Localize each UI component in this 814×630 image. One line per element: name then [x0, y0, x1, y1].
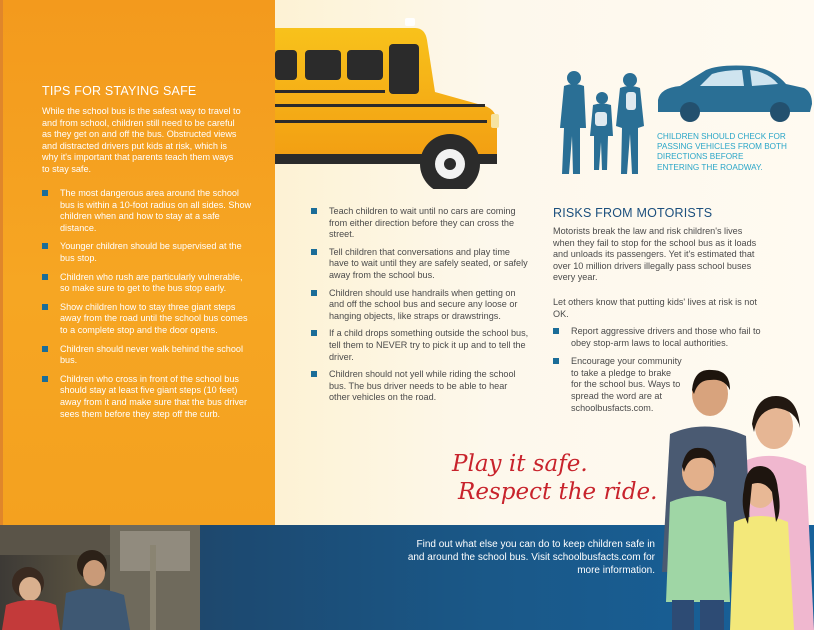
square-bullet-icon	[311, 249, 317, 255]
list-item: Younger children should be supervised at the bus stop.	[42, 241, 252, 264]
list-item: Show children how to stay three giant steps away from the road until the school bus comes to a complete stop and the door opens.	[42, 302, 252, 337]
roadway-caption: CHILDREN SHOULD CHECK FOR PASSING VEHICLES FROM BOTH DIRECTIONS BEFORE ENTERING THE ROADWAY.	[657, 132, 787, 172]
children-boarding-bus-image	[0, 525, 200, 630]
tagline	[452, 450, 657, 506]
list-item: Children should not yell while riding the school bus. The bus driver needs to be able to hear other vehicles on the road.	[311, 369, 529, 404]
risks-title: RISKS FROM MOTORISTS	[553, 206, 713, 220]
square-bullet-icon	[42, 190, 48, 196]
family-silhouette-illustration	[552, 70, 652, 180]
family-photo	[660, 362, 814, 630]
list-item: Tell children that conversations and play time have to wait until they are safely seated, or safely away from the school bus.	[311, 247, 529, 282]
list-item: If a child drops something outside the school bus, tell them to NEVER try to pick it up and to tell the driver.	[311, 328, 529, 363]
square-bullet-icon	[311, 208, 317, 214]
square-bullet-icon	[42, 243, 48, 249]
risks-paragraph-2: Let others know that putting kids' lives at risk is not OK.	[553, 297, 757, 319]
footer-text: Find out what else you can do to keep children safe in and around the school bus. Visit schoolbusfacts.com for more information.	[407, 539, 655, 576]
tagline-line-1: Play it safe.	[452, 451, 588, 477]
tips-list	[42, 188, 252, 427]
risks-paragraph-1: Motorists break the law and risk children's lives when they fail to stop for the school bus as it loads and unloads its passengers. Yet it's estimated that over 10 million drivers illegally pass school buses every year.	[553, 226, 757, 283]
tagline-line-2: Respect the ride.	[458, 479, 658, 505]
list-item: Teach children to wait until no cars are coming from either direction before they can cross the street.	[311, 206, 529, 241]
square-bullet-icon	[553, 328, 559, 334]
list-item: Children who rush are particularly vulnerable, so make sure to get to the bus stop early.	[42, 272, 252, 295]
bus-boarding-photo	[0, 525, 200, 630]
middle-tips-list	[311, 206, 529, 410]
square-bullet-icon	[42, 346, 48, 352]
school-bus-illustration	[275, 14, 505, 189]
list-item: Children who cross in front of the school bus should stay at least five giant steps (10 feet) away from it and make sure that the bus driver sees them before they step off the curb.	[42, 374, 252, 420]
list-item: Children should never walk behind the school bus.	[42, 344, 252, 367]
square-bullet-icon	[311, 371, 317, 377]
car-silhouette-illustration	[654, 62, 814, 124]
list-item: Children should use handrails when getting on and off the school bus and secure any loose or hanging objects, like straps or drawstrings.	[311, 288, 529, 323]
tips-title: TIPS FOR STAYING SAFE	[42, 84, 197, 98]
list-item: The most dangerous area around the school bus is within a 10-foot radius on all sides. Show children when and how to stay at a safe distance.	[42, 188, 252, 234]
square-bullet-icon	[553, 358, 559, 364]
square-bullet-icon	[42, 376, 48, 382]
list-item: Encourage your community to take a pledge to brake for the school bus. Ways to spread the word are at schoolbusfacts.com.	[553, 356, 683, 414]
tips-intro: While the school bus is the safest way to travel to and from school, children still need to be careful as they get on and off the bus. Obstructed views and distracted drivers put kids at risk, which is why it's important that parents teach them ways to stay safe.	[42, 106, 241, 174]
square-bullet-icon	[42, 304, 48, 310]
square-bullet-icon	[311, 330, 317, 336]
left-edge	[0, 0, 3, 525]
square-bullet-icon	[42, 274, 48, 280]
square-bullet-icon	[311, 290, 317, 296]
list-item: Report aggressive drivers and those who fail to obey stop-arm laws to local authorities.	[553, 326, 763, 349]
